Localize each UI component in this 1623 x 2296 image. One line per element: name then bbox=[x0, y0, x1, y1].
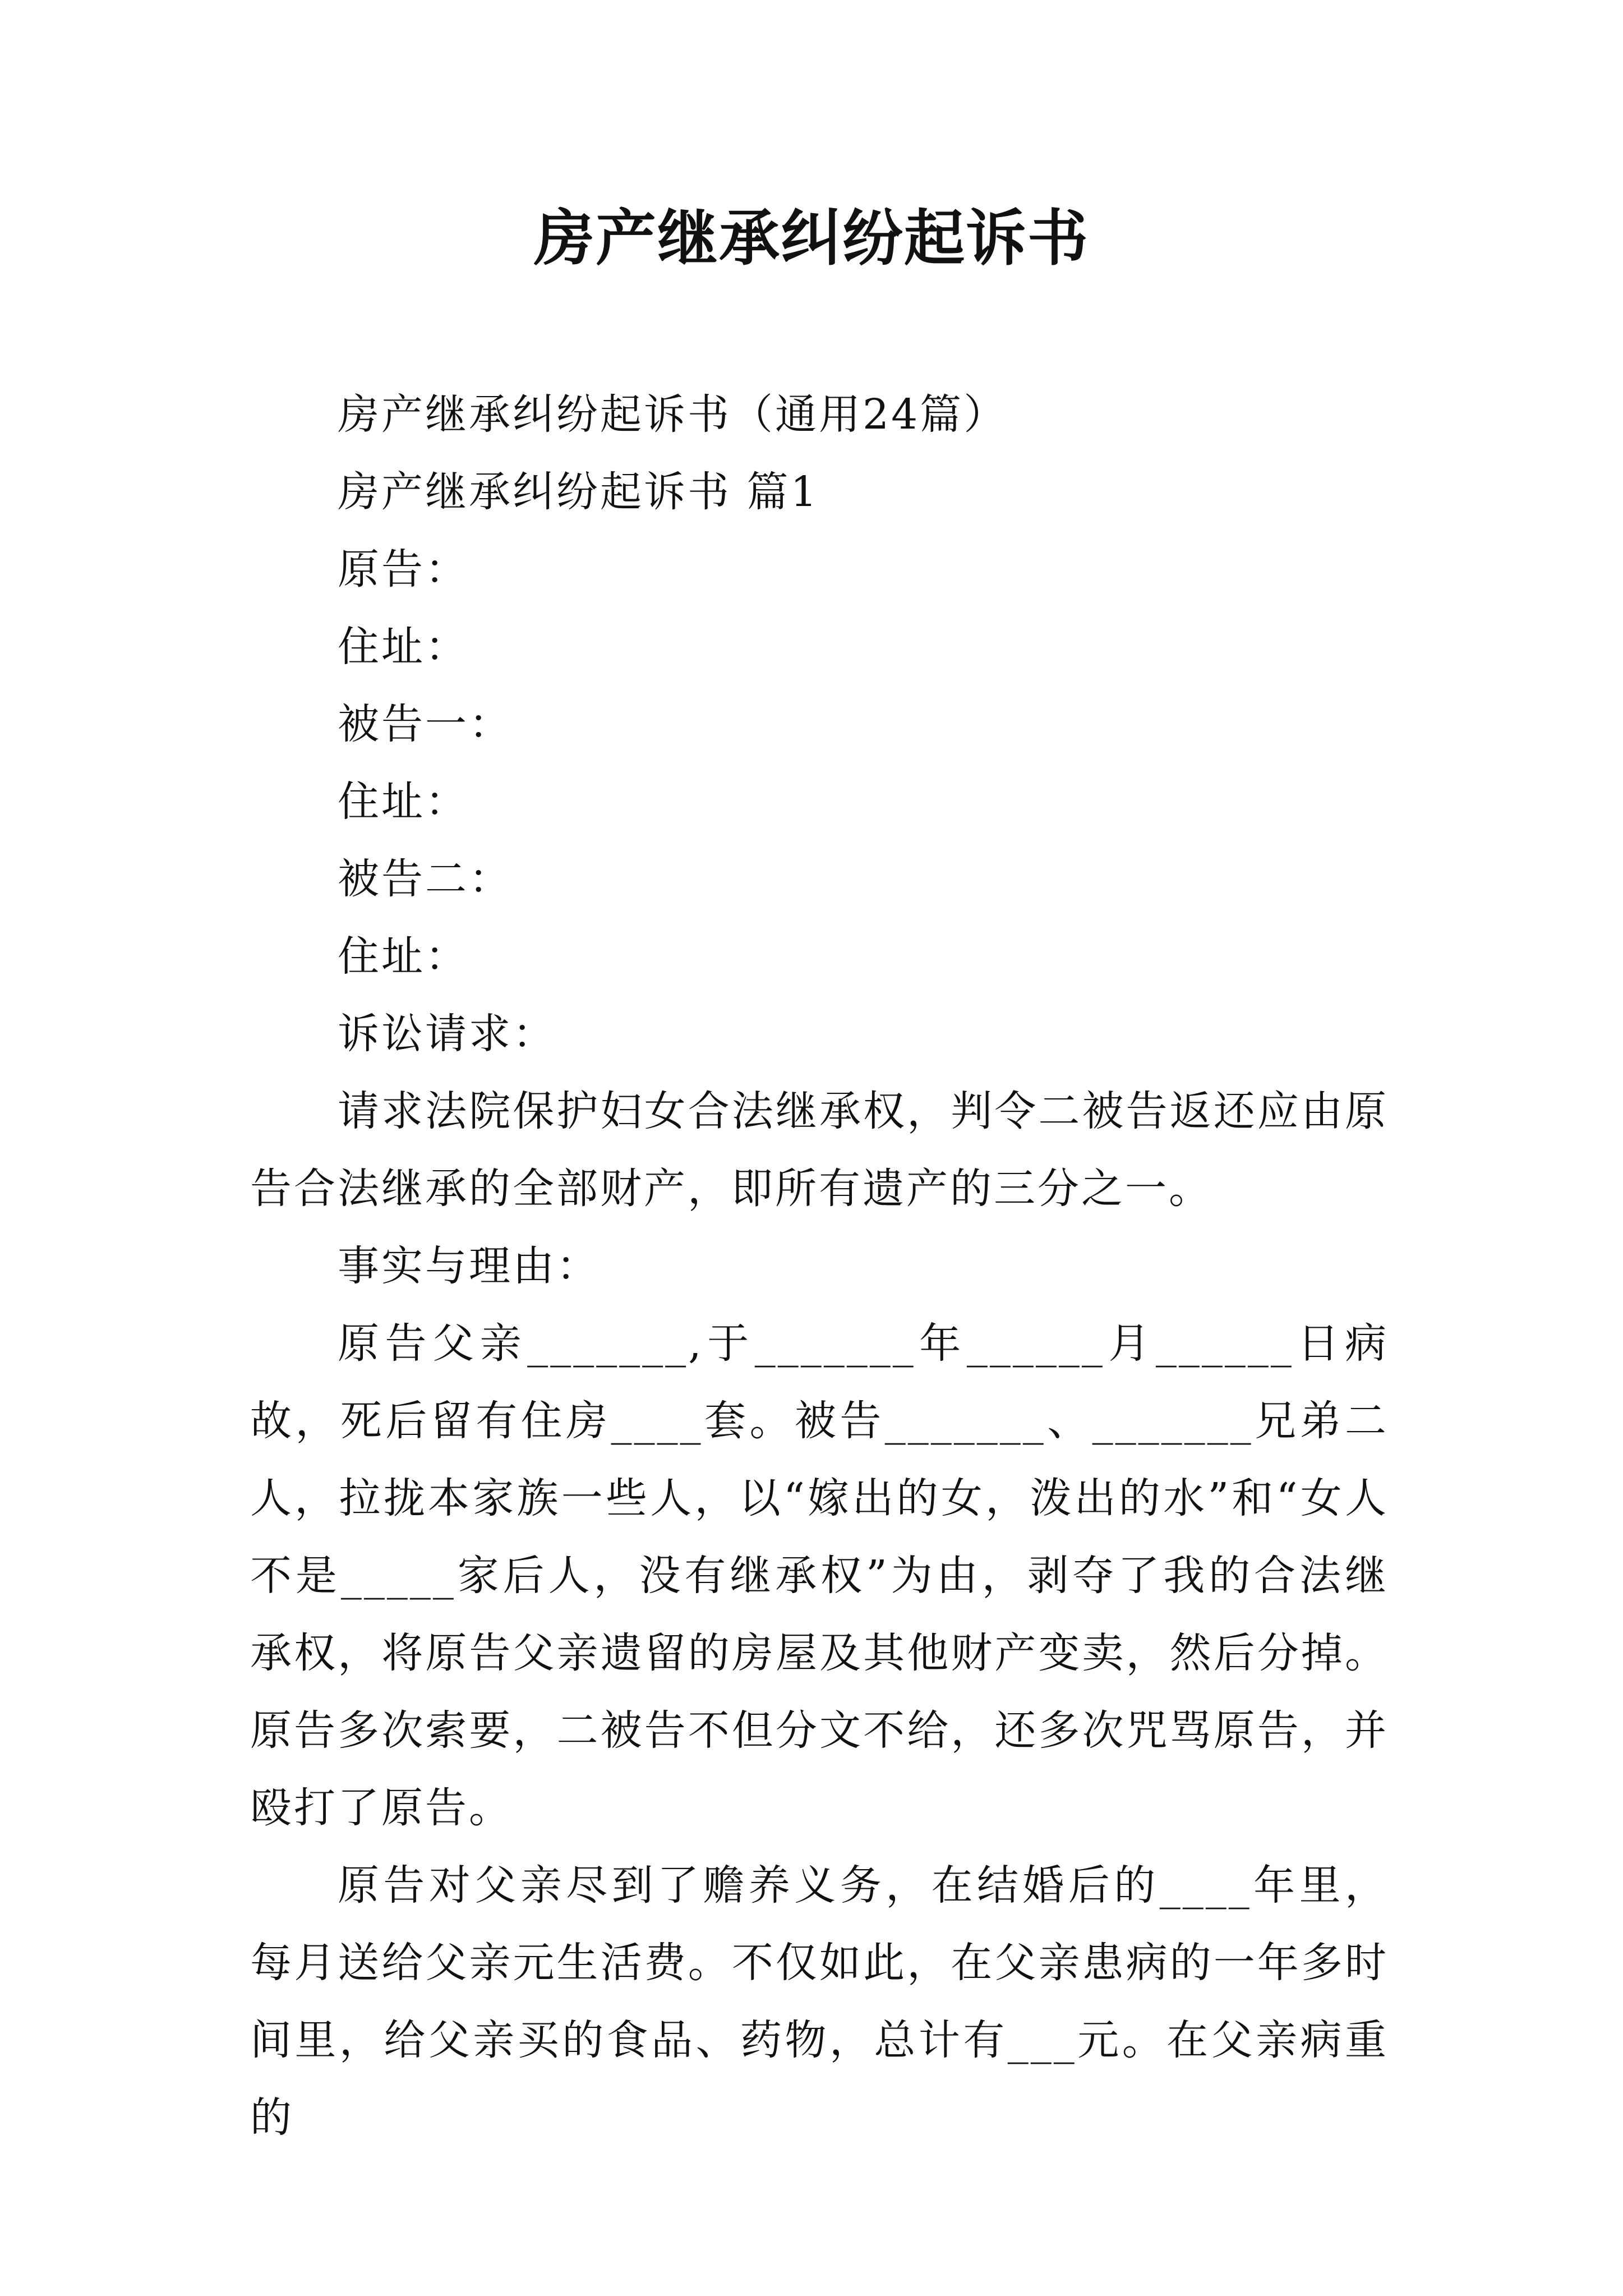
paragraph-defendant-two-address: 住址： bbox=[338, 932, 469, 981]
paragraph-claims: 请求法院保护妇女合法继承权，判令二被告返还应由原告合法继承的全部财产，即所有遗产的三分之一。 bbox=[250, 1087, 1389, 1213]
document-body bbox=[250, 376, 1389, 2156]
paragraph-plaintiff-address: 住址： bbox=[338, 623, 469, 671]
paragraph-defendant-one-address: 住址： bbox=[338, 777, 469, 826]
paragraph-plaintiff: 原告： bbox=[338, 545, 469, 593]
document-title: 房产继承纠纷起诉书 bbox=[533, 203, 1089, 274]
paragraph-defendant-two: 被告二： bbox=[338, 855, 513, 903]
paragraph-defendant-one: 被告一： bbox=[338, 700, 513, 748]
paragraph-support: 原告对父亲尽到了赡养义务，在结婚后的____年里，每月送给父亲元生活费。不仅如此，在父亲患病的一年多时间里，给父亲买的食品、药物，总计有___元。在父亲病重的 bbox=[250, 1861, 1389, 2142]
paragraph-claims-heading: 诉讼请求： bbox=[338, 1010, 556, 1058]
paragraph-facts: 原告父亲_______,于_______年______月______日病故，死后留有住房____套。被告_______、_______兄弟二人，拉拢本家族一些人，以“嫁出的女，泼出的水”和“女人不是_____家后人，没有继承权”为由，剥夺了我的合法继承权，将原告父亲遗留的房屋及其他财产变卖，然后分掉。原告多次索要，二被告不但分文不给，还多次咒骂原告，并殴打了原告。 bbox=[250, 1319, 1389, 1832]
paragraph-section-heading: 房产继承纠纷起诉书 篇1 bbox=[338, 468, 819, 516]
paragraph-facts-heading: 事实与理由： bbox=[338, 1242, 600, 1290]
paragraph-subtitle: 房产继承纠纷起诉书（通用24篇） bbox=[338, 390, 1008, 439]
